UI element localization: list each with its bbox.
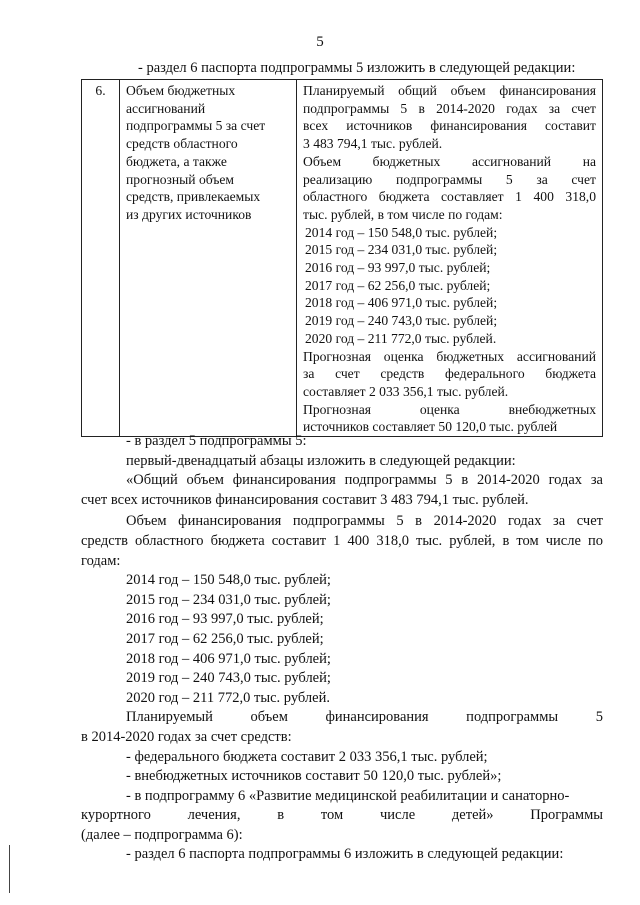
content-line: источников составляет 50 120,0 тыс. рублей [303, 419, 558, 435]
content-line: подпрограммы 5 в 2014-2020 годах за счет [303, 100, 596, 116]
subprogram6-line: курортного лечения, в том числе детей» Программы [81, 807, 603, 824]
section6-line: - раздел 6 паспорта подпрограммы 6 изложить в следующей редакции: [126, 846, 564, 863]
year-line: 2014 год – 150 548,0 тыс. рублей; [126, 572, 331, 589]
content-line: составляет 2 033 356,1 тыс. рублей. [303, 383, 509, 399]
extrabudget-line: - внебюджетных источников составит 50 120,0 тыс. рублей»; [126, 768, 502, 785]
planned-line: Планируемый объем финансирования подпрограммы 5 [126, 709, 603, 726]
label-line: из других источников [126, 206, 252, 222]
subprogram6-line: (далее – подпрограмма 6): [81, 826, 243, 843]
year-line: 2020 год – 211 772,0 тыс. рублей. [126, 689, 330, 706]
row-label [120, 80, 297, 437]
label-line: ассигнований [126, 100, 206, 116]
content-line: всех источников финансирования составит [303, 118, 596, 134]
year-line: 2017 год – 62 256,0 тыс. рублей; [126, 630, 324, 647]
content-line: тыс. рублей, в том числе по годам: [303, 206, 503, 222]
planned-line: в 2014-2020 годах за счет средств: [81, 728, 292, 745]
quote-line: счет всех источников финансирования составит 3 483 794,1 тыс. рублей. [81, 491, 529, 508]
year-line: 2019 год – 240 743,0 тыс. рублей; [305, 313, 498, 329]
row-number: 6. [82, 80, 120, 437]
content-line: реализацию подпрограммы 5 за счет [303, 171, 596, 187]
year-line: 2018 год – 406 971,0 тыс. рублей; [126, 650, 331, 667]
content-line: Объем бюджетных ассигнований на [303, 153, 596, 169]
year-line: 2014 год – 150 548,0 тыс. рублей; [305, 224, 498, 240]
row-content [297, 80, 603, 437]
label-line: средств, привлекаемых [126, 189, 261, 205]
label-line: средств областного [126, 136, 238, 152]
content-line: Прогнозная оценка бюджетных ассигнований [303, 348, 596, 364]
label-line: бюджета, а также [126, 153, 227, 169]
year-line: 2015 год – 234 031,0 тыс. рублей; [305, 242, 498, 258]
year-line: 2017 год – 62 256,0 тыс. рублей; [305, 277, 491, 293]
year-line: 2015 год – 234 031,0 тыс. рублей; [126, 591, 331, 608]
content-line: 3 483 794,1 тыс. рублей. [303, 136, 443, 152]
year-line: 2016 год – 93 997,0 тыс. рублей; [305, 260, 491, 276]
section5-line: - в раздел 5 подпрограммы 5: [126, 433, 307, 449]
intro-line: - раздел 6 паспорта подпрограммы 5 изложить в следующей редакции: [138, 60, 576, 76]
regional-line: Объем финансирования подпрограммы 5 в 2014-2020 годах за счет [126, 513, 603, 530]
label-line: подпрограммы 5 за счет [126, 118, 266, 134]
page-number: 5 [316, 34, 324, 50]
label-line: прогнозный объем [126, 171, 235, 187]
paragraphs-line: первый-двенадцатый абзацы изложить в следующей редакции: [126, 452, 516, 469]
federal-line: - федерального бюджета составит 2 033 356,1 тыс. рублей; [126, 748, 488, 765]
content-line: Прогнозная оценка внебюджетных [303, 401, 596, 417]
regional-line: годам: [81, 552, 121, 569]
content-line: Планируемый общий объем финансирования [303, 83, 596, 98]
content-line: за счет средств федерального бюджета [303, 366, 596, 382]
margin-mark [9, 845, 10, 893]
subprogram6-line: - в подпрограмму 6 «Развитие медицинской реабилитации и санаторно- [126, 787, 570, 804]
body-text [81, 432, 603, 865]
year-line: 2020 год – 211 772,0 тыс. рублей. [305, 330, 497, 346]
passport-table [81, 79, 603, 437]
content-line: областного бюджета составляет 1 400 318,0 [303, 189, 596, 205]
year-line: 2019 год – 240 743,0 тыс. рублей; [126, 670, 331, 687]
regional-line: средств областного бюджета составит 1 400 318,0 тыс. рублей, в том числе по [81, 532, 603, 549]
table-row [82, 80, 603, 437]
year-line: 2018 год – 406 971,0 тыс. рублей; [305, 295, 498, 311]
label-line: Объем бюджетных [126, 83, 236, 98]
year-line: 2016 год – 93 997,0 тыс. рублей; [126, 611, 324, 628]
quote-line: «Общий объем финансирования подпрограммы 5 в 2014-2020 годах за [126, 472, 603, 489]
